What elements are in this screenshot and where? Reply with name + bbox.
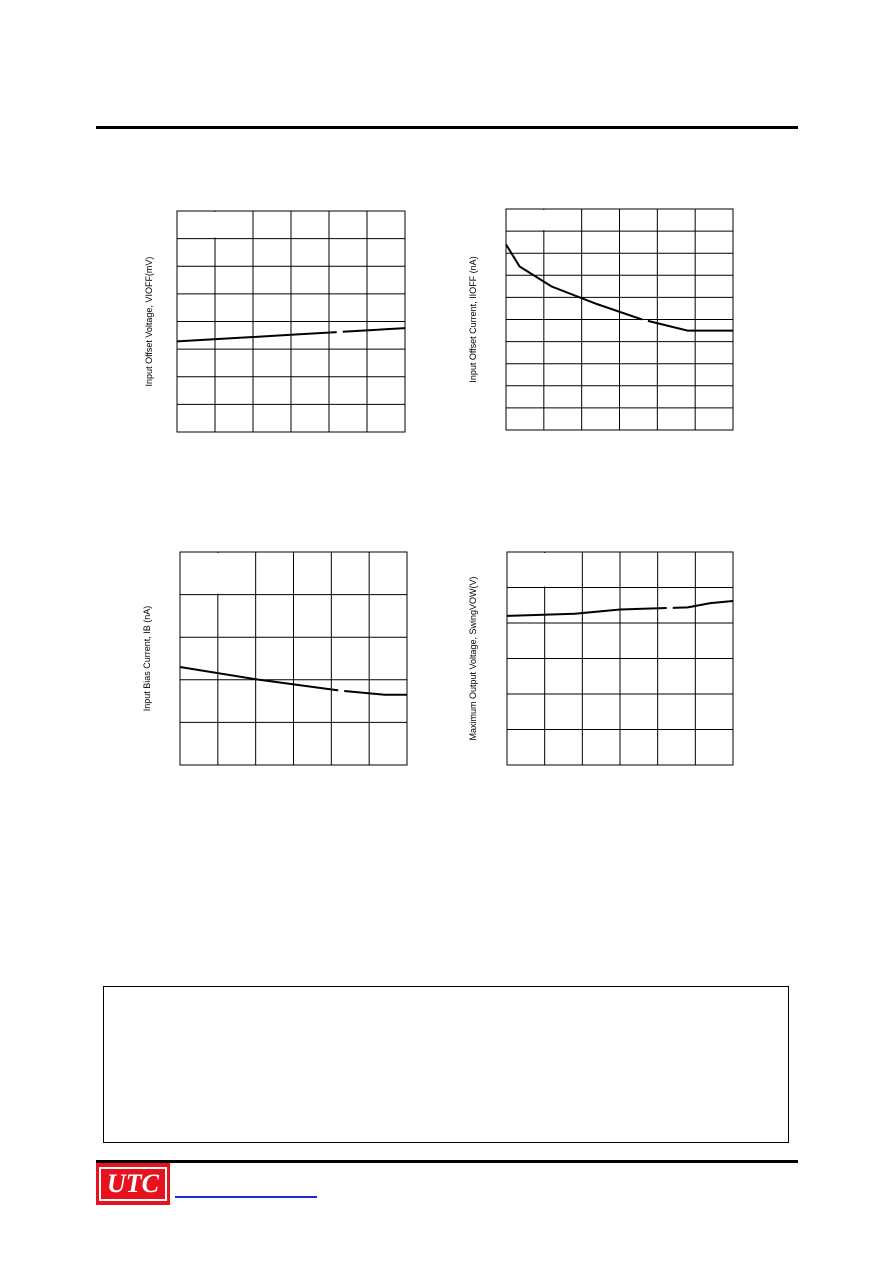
- chart-2: [468, 209, 733, 430]
- y-axis-label: Maximum Output Voltage, SwingVOW(V): [468, 576, 478, 741]
- website-link[interactable]: [175, 1196, 317, 1198]
- footer-rule: [96, 1160, 798, 1163]
- label-area-mask: [508, 553, 571, 587]
- y-axis-label: Input Offset Voltage, VIOFF(mV): [144, 256, 154, 387]
- chart-4: [468, 552, 733, 765]
- y-axis-label: Input Bias Current, IB (nA): [142, 605, 152, 712]
- chart-1: [144, 211, 405, 432]
- label-area-mask: [181, 553, 245, 594]
- utc-logo-text: UTC: [99, 1167, 167, 1201]
- label-area-mask: [507, 210, 571, 230]
- note-box: [103, 986, 789, 1143]
- y-axis-label: Input Offset Current, IIOFF (nA): [468, 256, 478, 383]
- utc-logo: [96, 1163, 170, 1205]
- label-area-mask: [178, 212, 242, 238]
- chart-3: [142, 552, 407, 765]
